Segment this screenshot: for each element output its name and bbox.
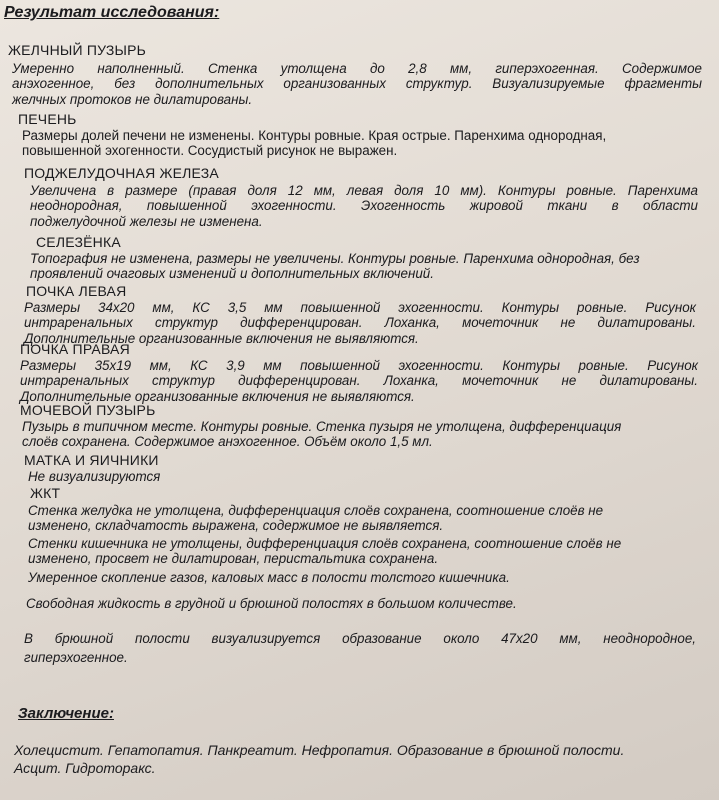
text-line: анэхогенное, без дополнительных организованных структур. Визуализируемые фрагменты <box>12 76 702 92</box>
text-line: проявлений очаговых изменений и дополнительных включений. <box>30 266 434 282</box>
heading-gi: ЖКТ <box>30 485 61 501</box>
text-free-fluid: Свободная жидкость в грудной и брюшной полостях в большом количестве. <box>26 596 517 611</box>
text-line: Стенки кишечника не утолщены, дифференциация слоёв сохранена, соотношение слоёв не <box>28 535 622 551</box>
conclusion-heading: Заключение: <box>18 705 114 722</box>
text-kidney-left <box>24 300 696 346</box>
text-line: поджелудочной железы не изменена. <box>30 213 263 229</box>
text-line: Топография не изменена, размеры не увеличены. Контуры ровные. Паренхима однородная, без <box>30 251 640 266</box>
text-line: Дополнительные организованные включения не выявляются. <box>20 388 415 404</box>
text-line: В брюшной полости визуализируется образование около 47х20 мм, неоднородное, <box>24 631 696 646</box>
text-gallbladder <box>12 61 702 107</box>
text-conclusion <box>14 741 624 777</box>
text-line: гиперэхогенное. <box>24 650 128 666</box>
text-line: Стенка желудка не утолщена, дифференциация слоёв сохранена, соотношение слоёв не <box>28 503 604 518</box>
text-line: Умеренное скопление газов, каловых масс в полости толстого кишечника. <box>28 569 510 585</box>
text-spleen <box>30 251 640 282</box>
text-line: Асцит. Гидроторакс. <box>14 760 156 776</box>
text-line: Размеры 35х19 мм, КС 3,9 мм повышенной эхогенности. Контуры ровные. Рисунок <box>20 358 698 373</box>
text-pancreas <box>30 183 698 229</box>
heading-kidney-right: ПОЧКА ПРАВАЯ <box>20 341 130 357</box>
text-line: повышенной эхогенности. Сосудистый рисунок не выражен. <box>22 143 398 159</box>
heading-kidney-left: ПОЧКА ЛЕВАЯ <box>26 283 127 299</box>
text-line: Размеры долей печени не изменены. Контуры ровные. Края острые. Паренхима однородная, <box>22 128 607 143</box>
text-formation <box>24 631 696 666</box>
text-line: Размеры 34х20 мм, КС 3,5 мм повышенной эхогенности. Контуры ровные. Рисунок <box>24 300 696 315</box>
heading-uterus: МАТКА И ЯИЧНИКИ <box>24 452 159 468</box>
text-line: слоёв сохранена. Содержимое анэхогенное. Объём около 1,5 мл. <box>22 434 433 450</box>
text-line: Увеличена в размере (правая доля 12 мм, левая доля 10 мм). Контуры ровные. Паренхима <box>30 183 698 198</box>
text-line: интраренальных структур дифференцирован. Лоханка, мочеточник не дилатированы. <box>20 373 698 389</box>
text-liver <box>22 128 606 159</box>
text-line: неоднородная, повышенной эхогенности. Эхогенность жировой ткани в области <box>30 198 698 214</box>
text-uterus <box>28 469 160 484</box>
text-line: изменено, складчатость выражена, содержимое не выявляется. <box>28 518 444 534</box>
text-line: Умеренно наполненный. Стенка утолщена до 2,8 мм, гиперэхогенная. Содержимое <box>12 61 702 76</box>
heading-gallbladder: ЖЕЛЧНЫЙ ПУЗЫРЬ <box>8 42 147 58</box>
text-line: желчных протоков не дилатированы. <box>12 91 253 107</box>
heading-bladder: МОЧЕВОЙ ПУЗЫРЬ <box>20 402 156 418</box>
report-title: Результат исследования: <box>4 4 220 21</box>
text-line: изменено, просвет не дилатирован, перистальтика сохранена. <box>28 551 439 567</box>
text-line: Не визуализируются <box>28 469 161 484</box>
text-gi <box>28 503 621 585</box>
text-line: Холецистит. Гепатопатия. Панкреатит. Нефропатия. Образование в брюшной полости. <box>14 742 625 758</box>
text-line: Пузырь в типичном месте. Контуры ровные. Стенка пузыря не утолщена, дифференциация <box>22 419 622 434</box>
text-kidney-right <box>20 358 698 404</box>
text-line: интраренальных структур дифференцирован. Лоханка, мочеточник не дилатированы. <box>24 315 696 331</box>
heading-pancreas: ПОДЖЕЛУДОЧНАЯ ЖЕЛЕЗА <box>24 165 219 181</box>
text-bladder <box>22 419 621 450</box>
text-line: Дополнительные организованные включения не выявляются. <box>24 330 419 346</box>
heading-spleen: СЕЛЕЗЁНКА <box>36 234 121 250</box>
heading-liver: ПЕЧЕНЬ <box>18 111 77 127</box>
